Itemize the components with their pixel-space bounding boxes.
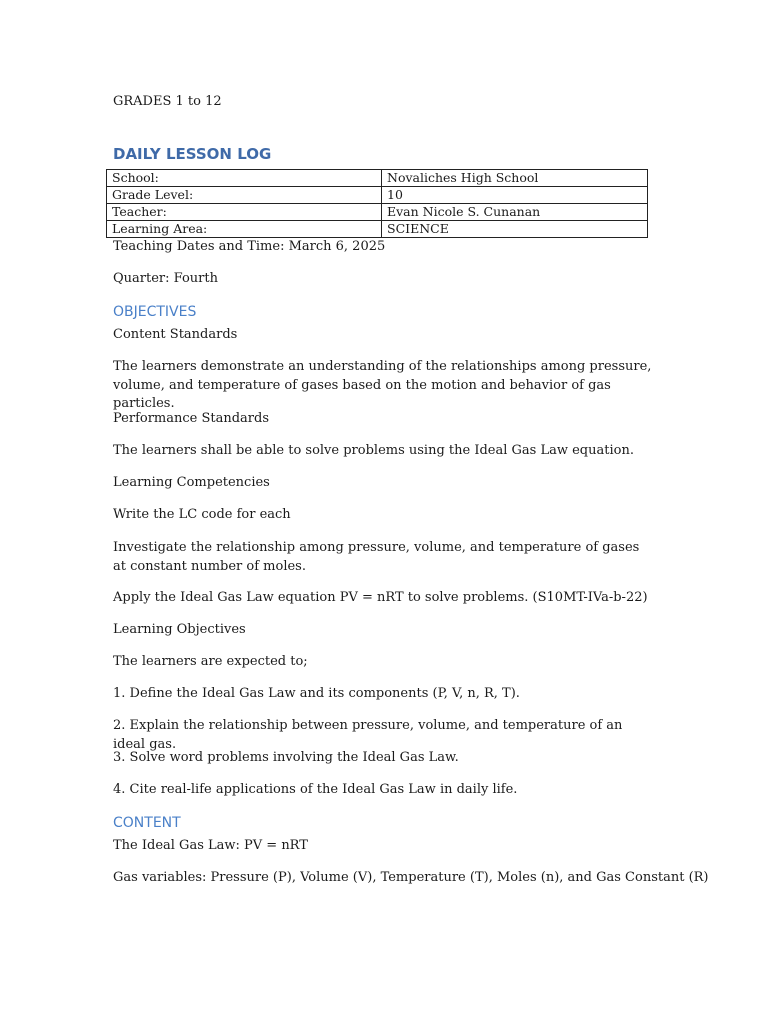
info-table — [106, 169, 648, 238]
quarter: Quarter: Fourth — [113, 271, 218, 286]
content-line-2: Gas variables: Pressure (P), Volume (V), Temperature (T), Moles (n), and Gas Constant (R) — [113, 870, 709, 885]
performance-standards-text: The learners shall be able to solve problems using the Ideal Gas Law equation. — [113, 443, 634, 458]
info-value: 10 — [382, 187, 648, 204]
info-row-learning-area — [107, 221, 648, 238]
info-label: Learning Area: — [107, 221, 382, 238]
competency-1: Investigate the relationship among pressure, volume, and temperature of gases at constant number of moles. — [113, 540, 640, 574]
learning-objectives-intro: The learners are expected to; — [113, 654, 308, 669]
learning-objectives-label: Learning Objectives — [113, 622, 246, 637]
info-value: Novaliches High School — [382, 170, 648, 187]
competency-2: Apply the Ideal Gas Law equation PV = nRT to solve problems. (S10MT-IVa-b-22) — [113, 590, 648, 605]
info-row-school — [107, 170, 648, 187]
info-label: Grade Level: — [107, 187, 382, 204]
competencies-label: Learning Competencies — [113, 475, 270, 490]
objective-item-3: 3. Solve word problems involving the Ideal Gas Law. — [113, 750, 459, 765]
objectives-heading: OBJECTIVES — [113, 304, 197, 320]
objective-item-4: 4. Cite real-life applications of the Ideal Gas Law in daily life. — [113, 782, 518, 797]
performance-standards-label: Performance Standards — [113, 411, 270, 426]
content-standards-label: Content Standards — [113, 327, 238, 342]
info-label: Teacher: — [107, 204, 382, 221]
content-heading: CONTENT — [113, 815, 181, 831]
content-standards-text: The learners demonstrate an understanding of the relationships among pressure, volume, and temperature of gases based on the motion and behavior of gas particles. — [113, 359, 652, 411]
info-row-teacher — [107, 204, 648, 221]
objective-item-2: 2. Explain the relationship between pressure, volume, and temperature of an ideal gas. — [113, 718, 623, 752]
document-title: DAILY LESSON LOG — [113, 145, 272, 163]
info-value: SCIENCE — [382, 221, 648, 238]
teaching-dates: Teaching Dates and Time: March 6, 2025 — [113, 239, 386, 254]
info-value: Evan Nicole S. Cunanan — [382, 204, 648, 221]
info-label: School: — [107, 170, 382, 187]
competencies-note: Write the LC code for each — [113, 507, 291, 522]
grades-label: GRADES 1 to 12 — [113, 94, 222, 109]
content-line-1: The Ideal Gas Law: PV = nRT — [113, 838, 308, 853]
info-row-grade-level — [107, 187, 648, 204]
objective-item-1: 1. Define the Ideal Gas Law and its components (P, V, n, R, T). — [113, 686, 520, 701]
